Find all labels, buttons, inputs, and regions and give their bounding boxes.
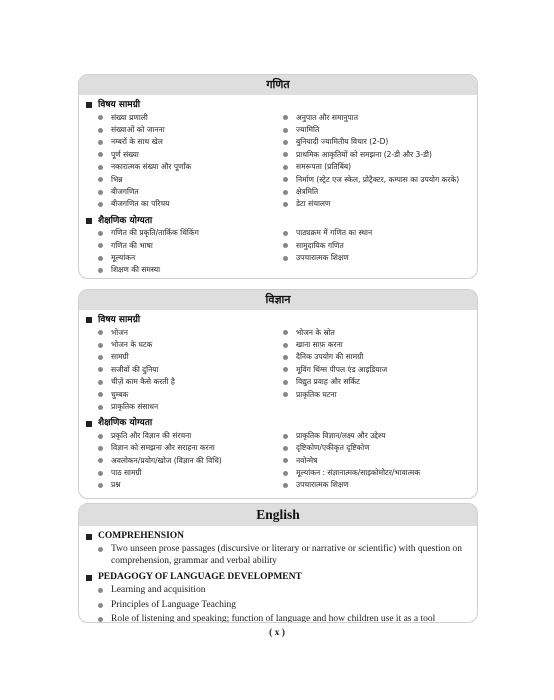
- bullet-icon: [283, 458, 288, 463]
- list-item: बीजगणित: [98, 186, 283, 198]
- list-item: अवलोकन/प्रयोग/खोज (विज्ञान की विधि): [98, 455, 283, 467]
- bullet-icon: [98, 367, 103, 372]
- list-item: बीजगणित का परिचय: [98, 198, 283, 210]
- section-heading: COMPREHENSION: [83, 529, 477, 544]
- square-bullet-icon: [86, 575, 92, 581]
- list-item: प्रकृति और विज्ञान की संरचना: [98, 430, 283, 442]
- bullet-icon: [283, 434, 288, 439]
- bullet-icon: [98, 471, 103, 476]
- left-column: [98, 112, 283, 211]
- list-item: निर्माण (स्ट्रेट एज स्केल, प्रोट्रैक्टर, कम्पास का उपयोग करके): [283, 174, 473, 186]
- bullet-icon: [283, 115, 288, 120]
- list-item: भोजन के घटक: [98, 339, 283, 351]
- bullet-icon: [98, 603, 103, 608]
- math-pedagogy-section: [79, 215, 477, 277]
- content-columns: [83, 327, 477, 414]
- list-item: मूल्यांकन : संज्ञानात्मक/साइकोमोटर/भावात्मक: [283, 467, 473, 479]
- bullet-icon: [98, 243, 103, 248]
- square-bullet-icon: [86, 317, 92, 323]
- right-column: [283, 227, 473, 277]
- right-column: [283, 430, 473, 492]
- list-item: चुम्बक: [98, 389, 283, 401]
- section-heading: PEDAGOGY OF LANGUAGE DEVELOPMENT: [83, 570, 477, 585]
- list-item: प्राथमिक आकृतियों को समझना (2-डी और 3-डी): [283, 149, 473, 161]
- bullet-icon: [98, 115, 103, 120]
- bullet-icon: [283, 256, 288, 261]
- bullet-icon: [98, 547, 103, 552]
- bullet-icon: [283, 243, 288, 248]
- content-columns: [83, 430, 477, 492]
- list-item: नकारात्मक संख्या और पूर्णांक: [98, 161, 283, 173]
- list-item: पूर्ण संख्या: [98, 149, 283, 161]
- list-item: Principles of Language Teaching: [83, 600, 477, 612]
- section-heading: विषय सामग्री: [83, 99, 477, 112]
- section-heading: विषय सामग्री: [83, 314, 477, 327]
- bullet-icon: [283, 165, 288, 170]
- bullet-icon: [98, 458, 103, 463]
- list-item: दैनिक उपयोग की सामग्री: [283, 351, 473, 363]
- list-item: Role of listening and speaking; function of language and how children use it as a tool: [83, 614, 477, 623]
- list-item: मूल्यांकन: [98, 252, 283, 264]
- bullet-icon: [283, 202, 288, 207]
- bullet-icon: [283, 355, 288, 360]
- list-item: समरूपता (प्रतिबिंब): [283, 161, 473, 173]
- list-item: उपचारात्मक शिक्षण: [283, 252, 473, 264]
- bullet-icon: [98, 177, 103, 182]
- bullet-icon: [98, 355, 103, 360]
- bullet-icon: [283, 446, 288, 451]
- left-column: [98, 430, 283, 492]
- page-number: ( x ): [269, 628, 285, 638]
- list-item: चीज़ें काम कैसे करती है: [98, 376, 283, 388]
- bullet-icon: [98, 392, 103, 397]
- bullet-icon: [98, 190, 103, 195]
- list-item: प्राकृतिक संसाधन: [98, 401, 283, 413]
- list-item: गणित की भाषा: [98, 240, 283, 252]
- english-box: [78, 503, 478, 623]
- list-item: पाठ्यक्रम में गणित का स्थान: [283, 227, 473, 239]
- section-heading: शैक्षणिक योग्यता: [83, 417, 477, 430]
- bullet-icon: [98, 588, 103, 593]
- bullet-icon: [283, 128, 288, 133]
- right-column: [283, 327, 473, 414]
- list-item: ज्यामिति: [283, 124, 473, 136]
- right-column: [283, 112, 473, 211]
- math-content-section: [79, 99, 477, 211]
- list-item: नम्बरों के साथ खेल: [98, 136, 283, 148]
- list-item: क्षेत्रमिति: [283, 186, 473, 198]
- bullet-icon: [283, 190, 288, 195]
- list-item: प्राकृतिक घटना: [283, 389, 473, 401]
- bullet-icon: [283, 380, 288, 385]
- square-bullet-icon: [86, 102, 92, 108]
- bullet-icon: [98, 330, 103, 335]
- list-item: संख्या प्रणाली: [98, 112, 283, 124]
- list-item: बुनियादी ज्यामितीय विचार (2-D): [283, 136, 473, 148]
- bullet-icon: [98, 140, 103, 145]
- list-item: पाठ सामग्री: [98, 467, 283, 479]
- science-box-title: विज्ञान: [79, 290, 477, 310]
- bullet-icon: [283, 177, 288, 182]
- bullet-icon: [98, 268, 103, 273]
- bullet-icon: [98, 152, 103, 157]
- bullet-icon: [283, 367, 288, 372]
- bullet-icon: [283, 231, 288, 236]
- bullet-icon: [283, 140, 288, 145]
- list-item: विज्ञान को समझना और सराहना करना: [98, 442, 283, 454]
- bullet-icon: [98, 380, 103, 385]
- bullet-icon: [98, 343, 103, 348]
- list-item: दृष्टिकोण/एकीकृत दृष्टिकोण: [283, 442, 473, 454]
- english-box-title: English: [79, 504, 477, 526]
- content-columns: [83, 112, 477, 211]
- list-item: नवोन्मेष: [283, 455, 473, 467]
- list-item: Two unseen prose passages (discursive or literary or narrative or scientific) with question on comprehension, grammar and verbal ability: [83, 544, 477, 567]
- english-pedagogy-section: [79, 570, 477, 623]
- square-bullet-icon: [86, 534, 92, 540]
- list-item: विद्युत प्रवाह और सर्किट: [283, 376, 473, 388]
- list-item: डेटा संचालण: [283, 198, 473, 210]
- left-column: [98, 327, 283, 414]
- bullet-icon: [98, 128, 103, 133]
- bullet-icon: [98, 256, 103, 261]
- square-bullet-icon: [86, 421, 92, 427]
- bullet-icon: [283, 343, 288, 348]
- english-comprehension-section: [79, 529, 477, 567]
- list-item: सजीवों की दुनिया: [98, 364, 283, 376]
- list-item: भिन्न: [98, 174, 283, 186]
- math-box-title: गणित: [79, 75, 477, 95]
- list-item: मूविंग थिंग्स पीपल एंड आइडियाज: [283, 364, 473, 376]
- list-item: अनुपात और समानुपात: [283, 112, 473, 124]
- left-column: [98, 227, 283, 277]
- list-item: संख्याओं को जानना: [98, 124, 283, 136]
- science-box: [78, 289, 478, 499]
- section-heading: शैक्षणिक योग्यता: [83, 215, 477, 228]
- science-pedagogy-section: [79, 417, 477, 492]
- list-item: सामुदायिक गणित: [283, 240, 473, 252]
- list-item: भोजन के स्रोत: [283, 327, 473, 339]
- bullet-icon: [98, 483, 103, 488]
- list-item: सामग्री: [98, 351, 283, 363]
- bullet-icon: [98, 617, 103, 622]
- bullet-icon: [283, 152, 288, 157]
- content-columns: [83, 227, 477, 277]
- list-item: प्राकृतिक विज्ञान/लक्ष्य और उद्देश्य: [283, 430, 473, 442]
- bullet-icon: [283, 471, 288, 476]
- list-item: शिक्षण की समस्या: [98, 264, 283, 276]
- science-content-section: [79, 314, 477, 413]
- square-bullet-icon: [86, 218, 92, 224]
- bullet-icon: [98, 405, 103, 410]
- bullet-icon: [98, 434, 103, 439]
- bullet-icon: [98, 446, 103, 451]
- list-item: Learning and acquisition: [83, 585, 477, 597]
- math-box: [78, 74, 478, 279]
- list-item: उपचारात्मक शिक्षण: [283, 479, 473, 491]
- bullet-icon: [98, 165, 103, 170]
- bullet-icon: [283, 483, 288, 488]
- list-item: खाना साफ़ करना: [283, 339, 473, 351]
- list-item: गणित की प्रकृति/तार्किक थिंकिंग: [98, 227, 283, 239]
- list-item: भोजन: [98, 327, 283, 339]
- list-item: प्रश्न: [98, 479, 283, 491]
- bullet-icon: [283, 330, 288, 335]
- bullet-icon: [98, 202, 103, 207]
- bullet-icon: [283, 392, 288, 397]
- bullet-icon: [98, 231, 103, 236]
